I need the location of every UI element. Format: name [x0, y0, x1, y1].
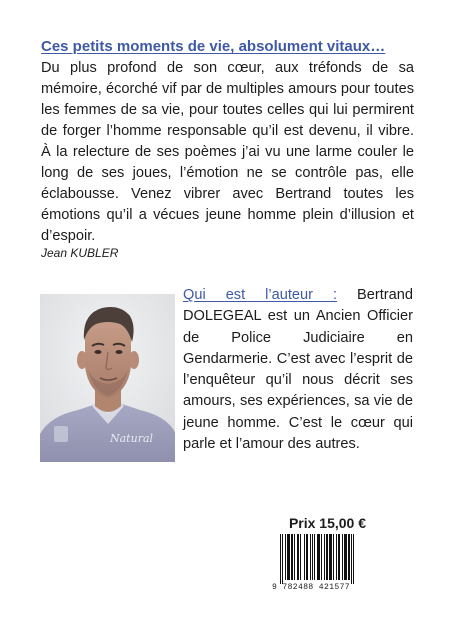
barcode-bar — [291, 534, 293, 580]
signature: Jean KUBLER — [41, 246, 119, 260]
barcode-bar — [312, 534, 313, 580]
author-photo — [40, 294, 175, 462]
blurb-paragraph: Du plus profond de son cœur, aux tréfonds de sa mémoire, écorché vif par de multiples amours pour toutes les femmes de sa vie, pour toutes celles qui lui permirent de forger l’homme responsable qu’il est devenu, il vibre. À la relecture de ses poèmes j’ai vu une larme couler le long de ses joues, l’émotion ne se contrôle pas, elle éclabousse. Venez vibrer avec Bertrand toutes les émotions qu’il a vécues jeune homme plein d’illusion et d’espoir. — [41, 60, 414, 244]
barcode-bar — [304, 534, 305, 580]
barcode-bar — [344, 534, 347, 580]
barcode-bar — [287, 534, 290, 580]
barcode-bar — [353, 534, 354, 584]
shirt-print: Natural — [110, 432, 154, 445]
author-bio-text: Bertrand DOLEGEAL est un Ancien Officier de Police Judiciaire en Gendarmerie. C’est avec l’esprit de l’enquêteur qu’il nous décrit ses amours, ses expériences, sa vie de jeune homme. C’est le cœur qui parle et l’amour des autres. — [183, 287, 414, 453]
barcode-bar — [342, 534, 343, 580]
barcode-bar — [280, 534, 281, 584]
barcode-bar — [338, 534, 340, 580]
barcode-digits: 9 782488 421577 — [272, 583, 351, 592]
barcode-bars — [272, 534, 366, 584]
barcode-bar — [329, 534, 332, 580]
author-portrait-image — [40, 294, 175, 462]
barcode-bar — [351, 534, 352, 584]
barcode-bar — [321, 534, 322, 580]
price: Prix 15,00 € — [288, 515, 366, 531]
barcode-bar — [333, 534, 334, 580]
barcode-bar — [282, 534, 283, 584]
author-bio — [183, 285, 413, 455]
barcode-bar — [285, 534, 286, 580]
barcode-bar — [348, 534, 350, 580]
barcode-bar — [306, 534, 308, 580]
barcode-bar — [324, 534, 325, 580]
author-bio-label: Qui est l’auteur : — [183, 287, 338, 303]
barcode-bar — [326, 534, 328, 580]
headline: Ces petits moments de vie, absolument vitaux… — [41, 38, 386, 55]
barcode-bar — [300, 534, 301, 580]
barcode-bar — [297, 534, 299, 580]
barcode-bar — [317, 534, 320, 580]
barcode-bar — [314, 534, 315, 580]
barcode-bar — [336, 534, 337, 580]
barcode-bar — [294, 534, 295, 580]
barcode-bar — [310, 534, 311, 580]
